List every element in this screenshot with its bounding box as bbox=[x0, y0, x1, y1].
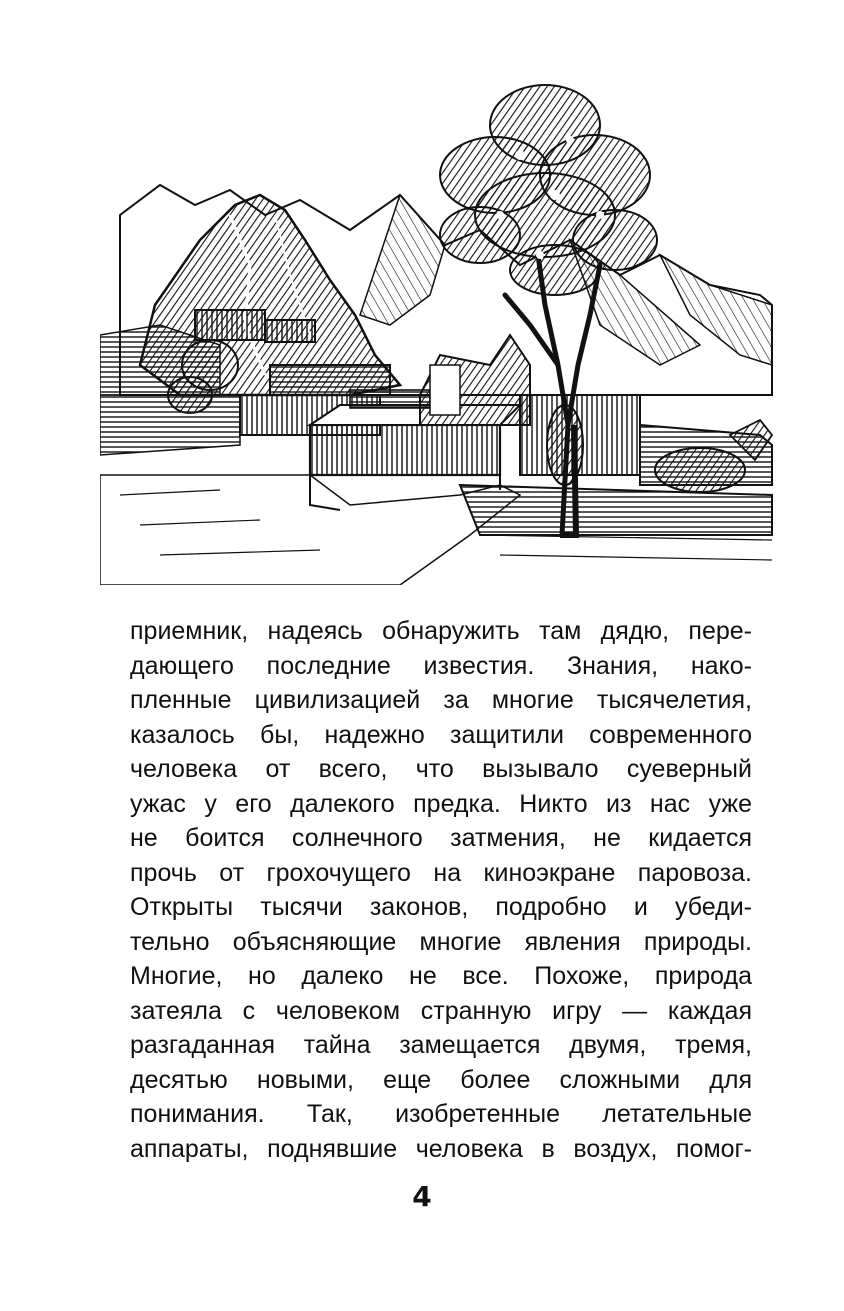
mountain-village-illustration bbox=[100, 65, 774, 585]
body-text-line: человека от всего, что вызывало суеверный bbox=[130, 755, 752, 783]
body-text-line: казалось бы, надежно защитили современного bbox=[130, 720, 752, 749]
page-number: 4 bbox=[412, 1180, 432, 1213]
body-text-line: затеяла с человеком странную игру — каждая bbox=[130, 996, 752, 1025]
body-text-line: пленные цивилизацией за многие тысячелетия, bbox=[130, 686, 752, 714]
body-text-line: приемник, надеясь обнаружить там дядю, пере- bbox=[130, 617, 752, 645]
mountain-village-landscape-icon bbox=[100, 65, 774, 585]
body-text-line: дающего последние известия. Знания, нако- bbox=[130, 651, 752, 680]
body-text-line: ужас у его далекого предка. Никто из нас уже bbox=[130, 789, 752, 818]
body-text-line: тельно объясняющие многие явления природы. bbox=[130, 927, 752, 956]
body-text-line: не боится солнечного затмения, не кидается bbox=[130, 824, 752, 852]
body-text-line: десятью новыми, еще более сложными для bbox=[130, 1065, 752, 1094]
body-text-line: понимания. Так, изобретенные летательные bbox=[130, 1100, 752, 1128]
body-text-line: прочь от грохочущего на киноэкране паровоза. bbox=[130, 858, 752, 887]
body-text-line: аппараты, поднявшие человека в воздух, помог- bbox=[130, 1134, 752, 1163]
body-text bbox=[130, 614, 752, 1166]
body-text-line: Открыты тысячи законов, подробно и убеди- bbox=[130, 893, 752, 921]
body-text-line: разгаданная тайна замещается двумя, тремя, bbox=[130, 1031, 752, 1059]
body-text-line: Многие, но далеко не все. Похоже, природа bbox=[130, 962, 752, 990]
